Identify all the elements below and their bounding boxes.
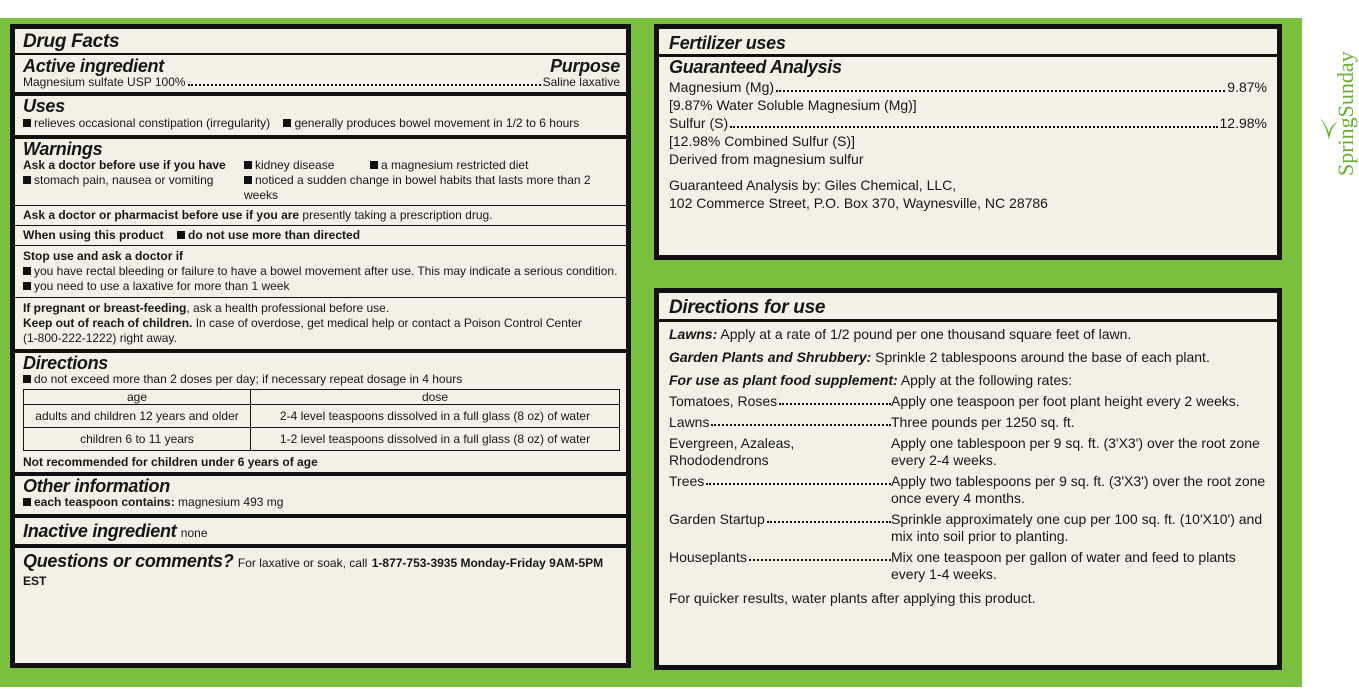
table-cell: 1-2 level teaspoons dissolved in a full glass (8 oz) of water [251, 428, 620, 451]
lawns-label: Lawns: [669, 326, 718, 342]
rate-label: Garden Startup [669, 511, 765, 527]
sulfur-label: Sulfur (S) [669, 115, 729, 131]
drug-facts-panel [10, 24, 631, 668]
supplement-label: For use as plant food supplement: [669, 372, 898, 388]
use-item: relieves occasional constipation (irregularity) [34, 116, 271, 130]
pregnant-warning-bold: If pregnant or breast-feeding [23, 301, 187, 315]
garden-text: Sprinkle 2 tablespoons around the base of each plant. [875, 349, 1210, 365]
magnesium-note: [9.87% Water Soluble Magnesium (Mg)] [669, 97, 917, 113]
garden-label: Garden Plants and Shrubbery: [669, 349, 872, 365]
bullet-icon [244, 176, 252, 184]
inactive-value: none [180, 526, 208, 540]
condition-item: kidney disease [255, 158, 335, 172]
questions-text: For laxative or soak, call [237, 556, 368, 570]
condition-item: stomach pain, nausea or vomiting [34, 173, 214, 187]
when-using-item: do not use more than directed [188, 228, 361, 242]
questions-phone: 1-877-753-3935 Monday-Friday 9AM-5PM EST [23, 556, 604, 588]
analysis-header: Guaranteed Analysis [669, 57, 842, 77]
keep-out-bold: Keep out of reach of children. [23, 316, 193, 330]
analysis-by: Guaranteed Analysis by: Giles Chemical, LLC, [669, 177, 957, 193]
bullet-icon [370, 161, 378, 169]
active-ingredient-header: Active ingredient [23, 56, 164, 76]
rate-label: Trees [669, 473, 705, 489]
poison-control-phone: (1-800-222-1222) right away. [23, 331, 177, 345]
stop-item: you have rectal bleeding or failure to have a bowel movement after use. This may indicate a serious condition. [34, 264, 618, 278]
bullet-icon [23, 176, 31, 184]
stop-item: you need to use a laxative for more than 1 week [34, 279, 290, 293]
directions-footer: For quicker results, water plants after applying this product. [669, 590, 1036, 606]
table-cell: 2-4 level teaspoons dissolved in a full glass (8 oz) of water [251, 405, 620, 428]
list-item [669, 435, 1267, 469]
derived-from: Derived from magnesium sulfur [669, 151, 864, 167]
fertilizer-panel [654, 24, 1282, 260]
table-header-age: age [24, 390, 251, 405]
pharmacist-warning-text: presently taking a prescription drug. [299, 208, 493, 222]
not-recommended-note: Not recommended for children under 6 years of age [23, 455, 318, 469]
directions-use-title: Directions for use [669, 297, 826, 318]
table-cell: adults and children 12 years and older [24, 405, 251, 428]
condition-item: a magnesium restricted diet [381, 158, 529, 172]
bullet-icon [177, 231, 185, 239]
table-header-row [24, 390, 620, 405]
rate-label: Lawns [669, 414, 710, 430]
ingredient-purpose: Saline laxative [542, 75, 620, 89]
purpose-header: Purpose [550, 56, 620, 76]
drug-facts-title: Drug Facts [23, 31, 120, 52]
condition-item: noticed a sudden change in bowel habits that lasts more than 2 weeks [244, 173, 591, 202]
analysis-address: 102 Commerce Street, P.O. Box 370, Waynesville, NC 28786 [669, 195, 1048, 211]
directions-note: do not exceed more than 2 doses per day; if necessary repeat dosage in 4 hours [34, 372, 463, 386]
rate-label: Tomatoes, Roses [669, 393, 778, 409]
rate-label: Houseplants [669, 549, 747, 565]
ask-doctor-label: Ask a doctor before use if you have [23, 158, 226, 172]
rate-value: Apply one tablespoon per 9 sq. ft. (3'X3') over the root zone every 2-4 weeks. [891, 435, 1260, 468]
when-using-label: When using this product [23, 228, 164, 242]
pregnant-warning-text: , ask a health professional before use. [186, 301, 390, 315]
keep-out-text: In case of overdose, get medical help or contact a Poison Control Center [192, 316, 582, 330]
table-row [24, 428, 620, 451]
other-info-header: Other information [23, 476, 170, 496]
brand-name: SpringSunday [1333, 51, 1358, 176]
use-item: generally produces bowel movement in 1/2 to 6 hours [294, 116, 580, 130]
bullet-icon [23, 375, 31, 383]
fertilizer-title: Fertilizer uses [669, 33, 786, 53]
rate-value: Apply one teaspoon per foot plant height every 2 weeks. [891, 393, 1240, 409]
list-item [669, 414, 1267, 431]
rate-label: Evergreen, Azaleas, Rhododendrons [669, 435, 795, 468]
bullet-icon [283, 119, 291, 127]
magnesium-value: 9.87% [1227, 79, 1267, 95]
rate-value: Mix one teaspoon per gallon of water and feed to plants every 1-4 weeks. [891, 549, 1236, 582]
other-info-text: magnesium 493 mg [174, 495, 284, 509]
table-cell: children 6 to 11 years [24, 428, 251, 451]
list-item [669, 393, 1267, 410]
table-row [24, 405, 620, 428]
sulfur-value: 12.98% [1219, 115, 1267, 131]
ingredient-name: Magnesium sulfate USP 100% [23, 75, 186, 89]
rate-value: Apply two tablespoons per 9 sq. ft. (3'X3') over the root zone once every 4 months. [891, 473, 1266, 506]
warnings-header: Warnings [23, 139, 103, 159]
other-info-bold: each teaspoon contains: [34, 495, 175, 509]
list-item [669, 473, 1267, 507]
table-header-dose: dose [251, 390, 620, 405]
rate-value: Three pounds per 1250 sq. ft. [891, 414, 1075, 430]
dosage-table [23, 389, 620, 451]
list-item [669, 549, 1267, 583]
questions-header: Questions or comments? [23, 551, 234, 571]
bullet-icon [244, 161, 252, 169]
bullet-icon [23, 282, 31, 290]
bullet-icon [23, 267, 31, 275]
uses-header: Uses [23, 96, 65, 116]
inactive-header: Inactive ingredient [23, 521, 177, 541]
lawns-text: Apply at a rate of 1/2 pound per one thousand square feet of lawn. [720, 326, 1132, 342]
sulfur-note: [12.98% Combined Sulfur (S)] [669, 133, 855, 149]
directions-for-use-panel [654, 288, 1282, 670]
supplement-text: Apply at the following rates: [900, 372, 1073, 388]
brand-logo [1316, 6, 1358, 186]
rate-value: Sprinkle approximately one cup per 100 sq. ft. (10'X10') and mix into soil prior to planting. [891, 511, 1263, 544]
bullet-icon [23, 119, 31, 127]
stop-use-label: Stop use and ask a doctor if [23, 249, 184, 263]
magnesium-label: Magnesium (Mg) [669, 79, 775, 95]
list-item [669, 511, 1267, 545]
directions-header: Directions [23, 353, 109, 373]
bullet-icon [23, 498, 31, 506]
pharmacist-warning-bold: Ask a doctor or pharmacist before use if you are [23, 208, 300, 222]
